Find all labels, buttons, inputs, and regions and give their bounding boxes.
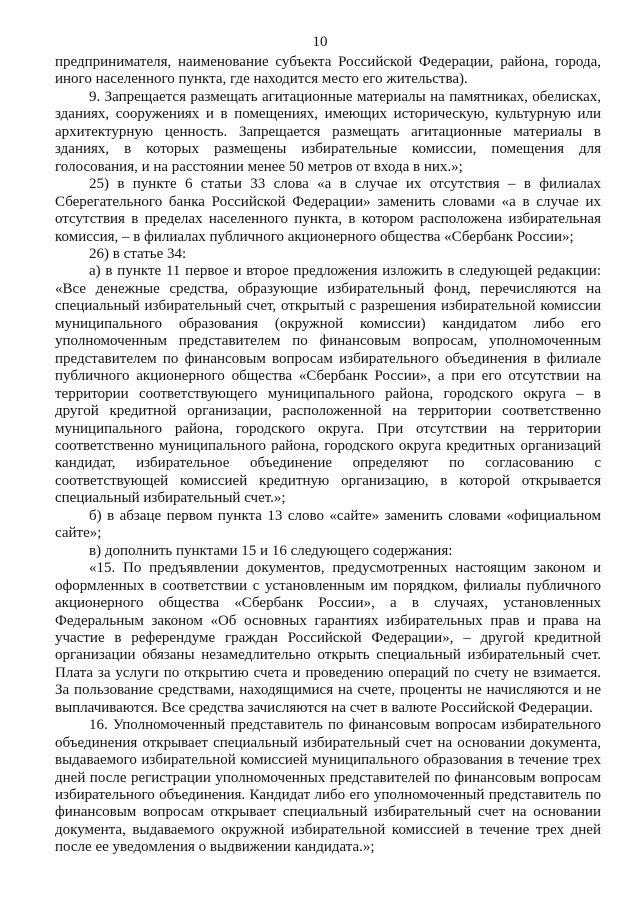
paragraph-subitem-b: б) в абзаце первом пункта 13 слово «сайте» заменить словами «официальном сайте»; — [55, 507, 601, 542]
paragraph-subitem-a: а) в пункте 11 первое и второе предложения изложить в следующей редакции: «Все денежные средства, образующие избирательный фонд, перечисляются на специальный избирательный счет, открытый с разрешения избирательной комиссии муниципального образования (окружной комиссии) кандидатом либо его уполномоченным представителем по финансовым вопросам, уполномоченным представителем по финансовым вопросам избирательного объединения в филиале публичного акционерного общества «Сбербанк России», а при его отсутствии на территории соответствующего муниципального района, городского округа – в другой кредитной организации, расположенной на территории соответственно муниципального района, городского округа. При отсутствии на территории соответственно муниципального района, городского округа кредитных организаций кандидат, избирательное объединение определяют по согласованию с соответствующей комиссией кредитную организацию, в которой открывается специальный избирательный счет.»; — [55, 263, 601, 507]
paragraph-item-9: 9. Запрещается размещать агитационные материалы на памятниках, обелисках, зданиях, сооружениях и в помещениях, имеющих историческую, культурную или архитектурную ценность. Запрещается размещать агитационные материалы в зданиях, в которых размещены избирательные комиссии, помещения для голосования, и на расстоянии менее 50 метров от входа в них.»; — [55, 88, 601, 175]
paragraph-continuation: предпринимателя, наименование субъекта Российской Федерации, района, города, иного населенного пункта, где находится место его жительства). — [55, 54, 601, 88]
paragraph-point-16: 16. Уполномоченный представитель по финансовым вопросам избирательного объединения открывает специальный избирательный счет на основании документа, выдаваемого избирательной комиссией муниципального образования в течение трех дней после регистрации уполномоченных представителей по финансовым вопросам избирательного объединения. Кандидат либо его уполномоченный представитель по финансовым вопросам открывает специальный избирательный счет на основании документа, выдаваемого окружной избирательной комиссией в течение трех дней после ее уведомления о выдвижении кандидата.»; — [55, 717, 601, 856]
paragraph-point-15: «15. По предъявлении документов, предусмотренных настоящим законом и оформленных в соответствии с установленным им порядком, филиалы публичного акционерного общества «Сбербанк России», а в случаях, установленных Федеральным законом «Об основных гарантиях избирательных прав и права на участие в референдуме граждан Российской Федерации», – другой кредитной организации обязаны незамедлительно открыть специальный избирательный счет. Плата за услуги по открытию счета и проведению операций по счету не взимается. За пользование средствами, находящимися на счете, проценты не начисляются и не выплачиваются. Все средства зачисляются на счет в валюте Российской Федерации. — [55, 560, 601, 716]
paragraph-item-25: 25) в пункте 6 статьи 33 слова «а в случае их отсутствия – в филиалах Сберегательного банка Российской Федерации» заменить словами «а в случае их отсутствия в пределах населенного пункта, в котором расположена избирательная комиссия, – в филиалах публичного акционерного общества «Сбербанк России»; — [55, 176, 601, 245]
page-number: 10 — [312, 34, 328, 50]
paragraph-subitem-v: в) дополнить пунктами 15 и 16 следующего содержания: — [89, 542, 453, 559]
paragraph-item-26: 26) в статье 34: — [89, 245, 187, 262]
document-body — [55, 54, 601, 857]
